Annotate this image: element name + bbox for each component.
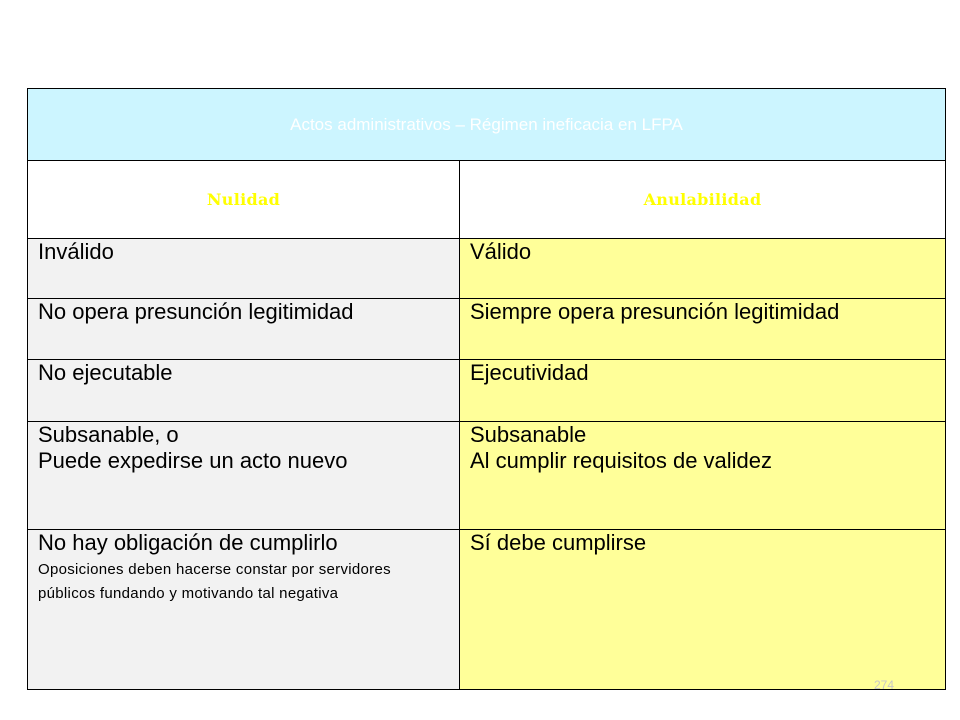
cell-nulidad (28, 422, 460, 530)
cell-note: Oposiciones deben hacerse constar por servidores públicos fundando y motivando tal negativa (38, 561, 391, 602)
cell-nulidad (28, 360, 460, 422)
cell-anulabilidad (460, 299, 946, 360)
cell-anulabilidad (460, 360, 946, 422)
cell-anulabilidad (460, 239, 946, 299)
cell-text: No ejecutable (38, 360, 173, 385)
cell-text: Sí debe cumplirse (470, 530, 647, 555)
cell-text: Ejecutividad (470, 360, 589, 385)
cell-anulabilidad (460, 530, 946, 690)
header-nulidad: Nulidad (28, 161, 460, 239)
table-row (28, 422, 946, 530)
header-anulabilidad: Anulabilidad (460, 161, 946, 239)
cell-text: No opera presunción legitimidad (38, 299, 354, 324)
table-title: Actos administrativos – Régimen ineficacia en LFPA (28, 89, 946, 161)
cell-nulidad (28, 530, 460, 690)
table-title-row (28, 89, 946, 161)
cell-text: No hay obligación de cumplirlo (38, 530, 338, 555)
table-row (28, 299, 946, 360)
comparison-table (27, 88, 946, 690)
page-number: 274 (874, 678, 895, 692)
cell-text: Puede expedirse un acto nuevo (38, 448, 348, 473)
cell-text: Válido (470, 239, 532, 264)
cell-text: Subsanable (470, 422, 587, 447)
cell-text: Inválido (38, 239, 114, 264)
cell-text: Al cumplir requisitos de validez (470, 448, 773, 473)
cell-nulidad (28, 239, 460, 299)
table-header-row (28, 161, 946, 239)
table-row (28, 239, 946, 299)
cell-text: Subsanable, o (38, 422, 179, 447)
cell-nulidad (28, 299, 460, 360)
table-row (28, 530, 946, 690)
table-row (28, 360, 946, 422)
cell-text: Siempre opera presunción legitimidad (470, 299, 840, 324)
cell-anulabilidad (460, 422, 946, 530)
